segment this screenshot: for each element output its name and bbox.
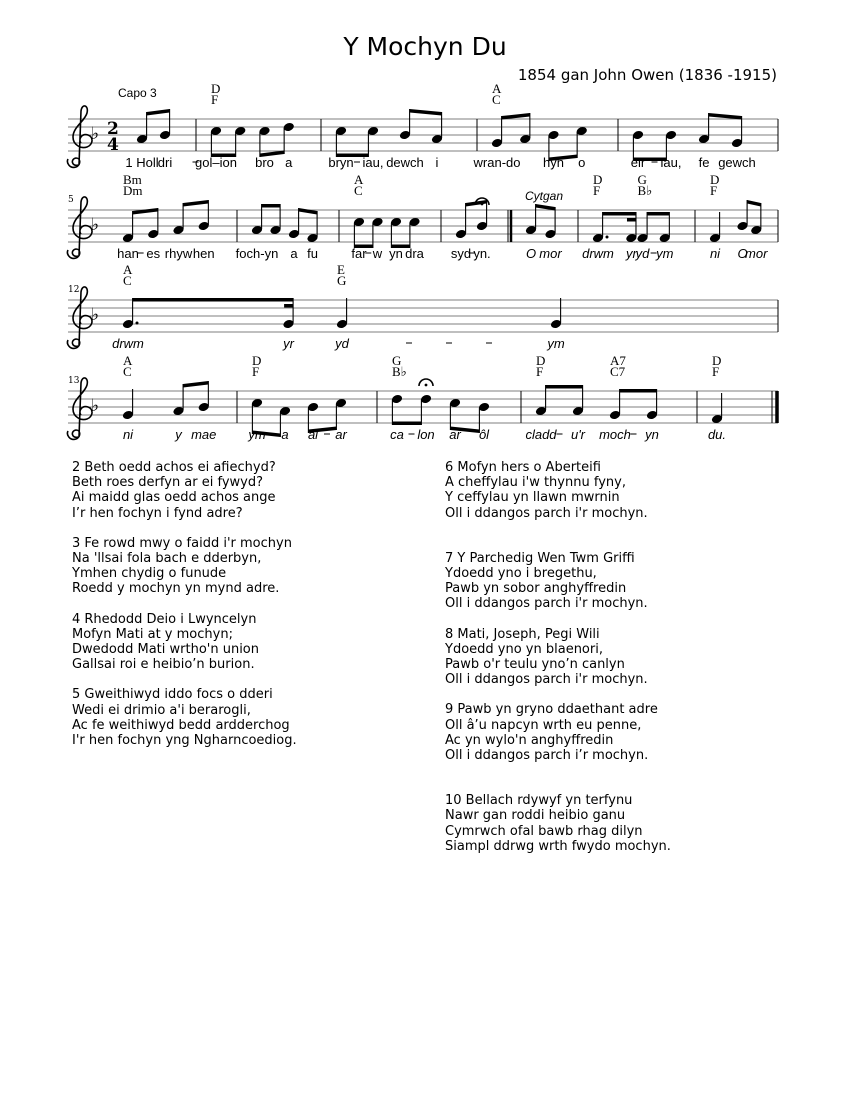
verse-line: Ac yn wylo'n anghyffredin xyxy=(445,732,614,748)
lyric-syllable: foch-yn xyxy=(235,246,279,261)
verse-line: I'r hen fochyn yng Ngharncoediog. xyxy=(72,733,297,749)
verse-line: 5 Gweithiwyd iddo focs o dderi xyxy=(72,687,273,703)
lyric-syllable: ar xyxy=(449,427,461,442)
beam xyxy=(536,204,556,211)
lyric-syllable: ym xyxy=(656,246,674,261)
lyric-syllable: al xyxy=(307,427,319,442)
lyric-syllable: far xyxy=(351,246,367,261)
lyric-syllable: ym xyxy=(248,427,266,442)
verse-line: 8 Mati, Joseph, Pegi Wili xyxy=(445,626,600,642)
lyric-syllable: mae xyxy=(191,427,217,442)
beam xyxy=(410,109,442,116)
lyric-syllable: han xyxy=(117,246,139,261)
chord-symbol: F xyxy=(593,183,601,198)
lyric-syllable: a xyxy=(290,246,298,261)
lyric-syllable: wran-do xyxy=(473,155,521,170)
verse-line: Nawr gan roddi heibio ganu xyxy=(445,808,626,824)
verse-line: Siampl ddrwg wrth fwydo mochyn. xyxy=(445,838,671,854)
verse-stanza xyxy=(445,460,671,521)
chord-symbol-capo: D xyxy=(252,353,262,368)
beam xyxy=(709,113,742,120)
time-signature-top: 2 xyxy=(107,119,119,139)
chord-symbol: B♭ xyxy=(392,364,407,379)
beam xyxy=(183,200,208,207)
verse-line: Oll i ddangos parch i'r mochyn. xyxy=(445,672,648,688)
lyric-syllable: du. xyxy=(707,427,727,442)
lyric-syllable: O xyxy=(737,246,748,261)
chord-symbol-capo: D xyxy=(710,172,720,187)
chord-symbol: C7 xyxy=(610,364,626,379)
lyric-syllable: i xyxy=(435,155,439,170)
verse-line: Oll i ddangos parch i'r mochyn. xyxy=(445,596,648,612)
fermata-icon xyxy=(425,384,428,387)
verse-line: 7 Y Parchedig Wen Twm Griffi xyxy=(445,550,635,566)
beam xyxy=(183,381,208,388)
beam xyxy=(262,204,281,208)
lyric-syllable: mor xyxy=(539,246,562,261)
verse-line: 9 Pawb yn gryno ddaethant adre xyxy=(445,702,658,718)
measure-number: 5 xyxy=(68,195,74,205)
lyric-syllable: hen xyxy=(192,246,215,261)
chord-symbol: F xyxy=(712,364,720,379)
lyric-syllable: ym xyxy=(547,336,565,351)
chord-symbol-capo: G xyxy=(392,353,402,368)
lyric-syllable: yr xyxy=(283,336,294,351)
beam xyxy=(620,389,657,393)
chord-symbol: F xyxy=(211,92,219,107)
lyric-syllable: u'r xyxy=(570,427,586,442)
chord-symbol-capo: D xyxy=(536,353,546,368)
chord-symbol-capo: D xyxy=(211,81,221,96)
chord-symbol: F xyxy=(536,364,544,379)
lyric-syllable: yd xyxy=(335,336,349,351)
verse-stanza xyxy=(445,551,671,612)
lyric-syllable: syd xyxy=(450,246,472,261)
beam xyxy=(133,298,294,302)
lyric-syllable: dri xyxy=(157,155,173,170)
lyric-syllable: yr xyxy=(625,246,637,261)
chord-symbol-capo: A xyxy=(123,353,133,368)
verse-stanza xyxy=(445,702,671,763)
verse-line: Na 'llsai fola bach e dderbyn, xyxy=(72,551,262,567)
verse-stanza xyxy=(72,536,297,597)
lyric-syllable: iau, xyxy=(362,155,384,170)
verse-line: Mofyn Mati at y mochyn; xyxy=(72,626,233,642)
lyric-syllable: dra xyxy=(405,246,424,261)
composer-credit: 1854 gan John Owen (1836 -1915) xyxy=(517,66,777,84)
staff-system xyxy=(67,287,778,348)
lyric-syllable: gol–ion xyxy=(195,155,237,170)
lyric-syllable: es xyxy=(146,246,161,261)
verse-stanza xyxy=(445,793,671,854)
chord-symbol: C xyxy=(123,273,132,288)
verse-line: A cheffylau i'w thynnu fyny, xyxy=(445,475,626,491)
verse-line: Cymrwch ofal bawb rhag dilyn xyxy=(445,823,643,839)
lyric-syllable: dewch xyxy=(386,155,424,170)
verse-line: 3 Fe rowd mwy o faidd i'r mochyn xyxy=(72,535,292,551)
verse-line: Beth roes derfyn ar ei fywyd? xyxy=(72,475,264,491)
verse-line: Wedi ei drimio a'i berarogli, xyxy=(72,702,251,718)
beam xyxy=(147,109,170,116)
verse-line: Dwedodd Mati wrtho'n union xyxy=(72,642,260,658)
chorus-label: Cytgan xyxy=(525,189,564,203)
chord-symbol: C xyxy=(354,183,363,198)
flat-key-signature-icon: ♭ xyxy=(91,305,100,325)
lyric-syllable: fu xyxy=(307,246,318,261)
lyric-syllable: ôl xyxy=(478,427,490,442)
verse-line: Pawb o'r teulu yno’n canlyn xyxy=(445,657,625,673)
lyric-syllable: o xyxy=(578,155,586,170)
verse-stanza xyxy=(445,627,671,688)
treble-clef-icon xyxy=(67,287,92,348)
augmentation-dot xyxy=(136,322,139,325)
beam xyxy=(546,385,583,389)
lyric-syllable: yd xyxy=(635,246,650,261)
beam xyxy=(392,422,421,426)
lyric-syllable: yn xyxy=(389,246,403,261)
lyric-syllable: a xyxy=(285,155,293,170)
capo-label: Capo 3 xyxy=(118,86,157,100)
chord-symbol-capo: A xyxy=(354,172,364,187)
beam xyxy=(647,212,669,216)
lyric-syllable: a xyxy=(281,427,289,442)
beam xyxy=(299,208,318,215)
verse-line: Gallsai roi e heibio’n burion. xyxy=(72,657,255,673)
lyric-syllable: ca xyxy=(390,427,404,442)
lyric-syllable: mor xyxy=(745,246,768,261)
chord-symbol: F xyxy=(252,364,260,379)
flat-key-signature-icon: ♭ xyxy=(91,215,100,235)
verse-line: Ydoedd yno i bregethu, xyxy=(445,566,597,582)
lyric-syllable: gewch xyxy=(718,155,756,170)
verses-left-column xyxy=(72,460,297,763)
chord-symbol: F xyxy=(710,183,718,198)
lyric-syllable: ni xyxy=(709,246,721,261)
chord-symbol-capo: A xyxy=(492,81,502,96)
lyric-syllable: 1 Holl xyxy=(125,155,159,170)
lyric-syllable: bryn xyxy=(328,155,354,170)
chord-symbol-capo: Bm xyxy=(123,172,142,187)
lyric-syllable: O xyxy=(525,246,537,261)
lyric-syllable: ni xyxy=(122,427,134,442)
verse-line: Y ceffylau yn llawn mwrnin xyxy=(445,490,620,506)
verse-line: I’r hen fochyn i fynd adre? xyxy=(72,505,243,521)
chord-symbol: Dm xyxy=(123,183,143,198)
chord-symbol-capo: D xyxy=(593,172,603,187)
chord-symbol-capo: A xyxy=(123,262,133,277)
fermata-icon xyxy=(481,203,484,206)
verse-line: Oll i ddangos parch i’r mochyn. xyxy=(445,748,649,764)
lyric-syllable: fe xyxy=(698,155,710,170)
chord-symbol: B♭ xyxy=(637,183,653,198)
lyric-syllable: iau, xyxy=(660,155,682,170)
verse-line: 6 Mofyn hers o Aberteifi xyxy=(445,460,601,475)
treble-clef-icon xyxy=(67,197,92,258)
chord-symbol: C xyxy=(492,92,501,107)
measure-number: 13 xyxy=(68,376,80,386)
chord-symbol-capo: G xyxy=(637,172,647,187)
lyric-syllable: ar xyxy=(335,427,347,442)
verse-line: Ydoedd yno yn blaenori, xyxy=(445,641,603,657)
beam xyxy=(603,212,636,216)
lyric-syllable: y xyxy=(175,427,182,442)
chord-symbol-capo: D xyxy=(712,353,722,368)
lyric-syllable: bro xyxy=(255,155,274,170)
chord-symbol: C xyxy=(123,364,132,379)
verse-stanza xyxy=(72,612,297,673)
treble-clef-icon xyxy=(67,106,92,167)
lyric-syllable: lon xyxy=(417,427,435,442)
sixteenth-beam xyxy=(627,218,636,222)
chord-symbol-capo: A7 xyxy=(610,353,626,368)
lyric-syllable: drwm xyxy=(582,246,614,261)
verse-line: Ac fe weithiwyd bedd ardderchog xyxy=(72,717,290,733)
verse-line: Roedd y mochyn yn mynd adre. xyxy=(72,581,280,597)
lyric-syllable: hyn xyxy=(543,155,564,170)
beam xyxy=(502,113,530,120)
verse-line: 2 Beth oedd achos ei afiechyd? xyxy=(72,460,276,475)
augmentation-dot xyxy=(606,236,609,239)
sixteenth-beam xyxy=(284,304,293,308)
lyric-syllable: yn. xyxy=(473,246,491,261)
flat-key-signature-icon: ♭ xyxy=(91,396,100,416)
verse-line: Oll â’u napcyn wrth eu penne, xyxy=(445,717,642,733)
lyric-syllable: drwm xyxy=(112,336,144,351)
time-signature-bottom: 4 xyxy=(107,135,119,155)
chord-symbol: G xyxy=(337,273,347,288)
chord-symbol-capo: E xyxy=(337,262,345,277)
verse-stanza xyxy=(72,460,297,521)
verse-line: Ai maidd glas oedd achos ange xyxy=(72,490,276,506)
flat-key-signature-icon: ♭ xyxy=(91,124,100,144)
lyric-syllable: rhyw xyxy=(164,246,193,261)
verse-stanza xyxy=(72,687,297,748)
verse-line: 4 Rhedodd Deio i Lwyncelyn xyxy=(72,611,257,627)
treble-clef-icon xyxy=(67,378,92,439)
verse-line: Oll i ddangos parch i'r mochyn. xyxy=(445,505,648,521)
lyric-syllable: moch xyxy=(599,427,631,442)
lyric-syllable: w xyxy=(372,246,383,261)
verse-line: 10 Bellach rdywyf yn terfynu xyxy=(445,793,633,809)
lyric-syllable: eir xyxy=(630,155,646,170)
measure-number: 12 xyxy=(68,285,80,295)
lyric-syllable: yn xyxy=(645,427,659,442)
beam xyxy=(747,200,761,207)
song-title: Y Mochyn Du xyxy=(343,32,507,61)
verse-line: Ymhen chydig o funude xyxy=(72,566,227,582)
beam xyxy=(133,208,158,215)
verse-line: Pawb yn sobor anghyffredin xyxy=(445,581,627,597)
lyric-syllable: cladd xyxy=(525,427,557,442)
verses-right-column xyxy=(445,460,671,854)
